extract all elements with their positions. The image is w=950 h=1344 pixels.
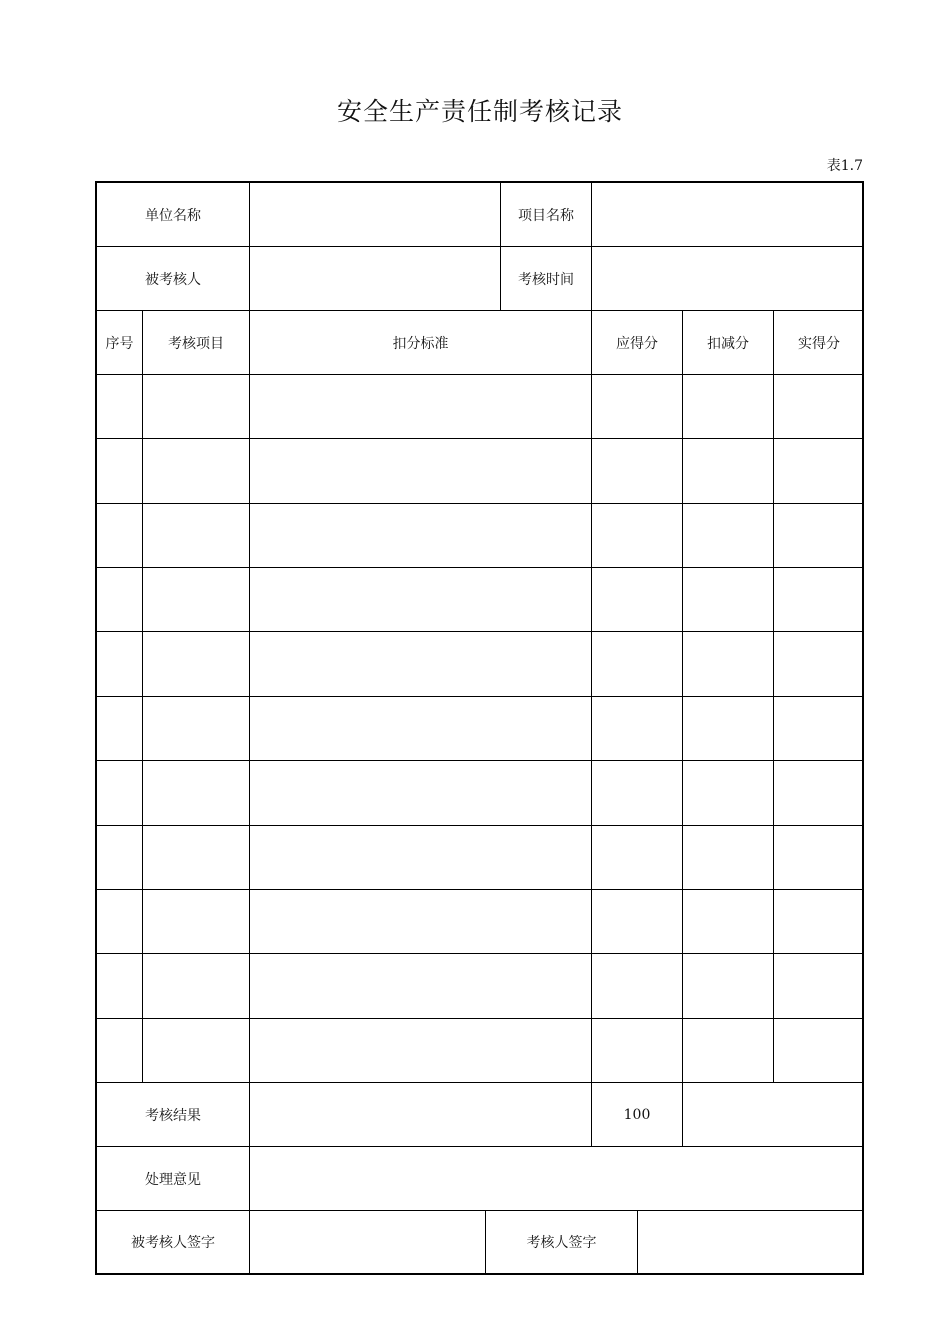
row-deduct-cell[interactable] (683, 954, 774, 1019)
row-due-cell[interactable] (592, 697, 683, 761)
row-due-cell[interactable] (592, 632, 683, 697)
col-header-due: 应得分 (592, 311, 683, 375)
table-number: 表1.7 (826, 158, 863, 174)
row-deduct-cell[interactable] (683, 697, 774, 761)
due-total: 100 (592, 1083, 683, 1147)
row-deduct-cell[interactable] (683, 439, 774, 504)
assessee-label: 被考核人 (97, 247, 250, 311)
row-item-cell[interactable] (143, 504, 250, 568)
row-due-cell[interactable] (592, 1019, 683, 1083)
row-standard-cell[interactable] (250, 826, 592, 890)
row-standard-cell[interactable] (250, 697, 592, 761)
row-deduct-cell[interactable] (683, 1019, 774, 1083)
row-no-cell[interactable] (97, 761, 143, 826)
row-no-cell[interactable] (97, 954, 143, 1019)
assess-time-field[interactable] (592, 247, 864, 311)
actual-total-field[interactable] (683, 1083, 864, 1147)
row-standard-cell[interactable] (250, 890, 592, 954)
row-item-cell[interactable] (143, 826, 250, 890)
row-standard-cell[interactable] (250, 568, 592, 632)
row-no-cell[interactable] (97, 504, 143, 568)
assessor-signature-field[interactable] (638, 1211, 864, 1273)
unit-name-field[interactable] (250, 183, 501, 247)
opinion-field[interactable] (250, 1147, 864, 1211)
col-header-deduct: 扣减分 (683, 311, 774, 375)
col-header-no: 序号 (97, 311, 143, 375)
row-no-cell[interactable] (97, 375, 143, 439)
row-item-cell[interactable] (143, 697, 250, 761)
row-actual-cell[interactable] (774, 1019, 864, 1083)
row-standard-cell[interactable] (250, 504, 592, 568)
col-header-standard: 扣分标准 (250, 311, 592, 375)
row-actual-cell[interactable] (774, 954, 864, 1019)
row-standard-cell[interactable] (250, 761, 592, 826)
row-no-cell[interactable] (97, 826, 143, 890)
row-due-cell[interactable] (592, 826, 683, 890)
assessee-field[interactable] (250, 247, 501, 311)
row-due-cell[interactable] (592, 439, 683, 504)
row-no-cell[interactable] (97, 890, 143, 954)
assessee-signature-label: 被考核人签字 (97, 1211, 250, 1273)
project-name-field[interactable] (592, 183, 864, 247)
row-item-cell[interactable] (143, 568, 250, 632)
row-item-cell[interactable] (143, 1019, 250, 1083)
row-no-cell[interactable] (97, 568, 143, 632)
row-actual-cell[interactable] (774, 375, 864, 439)
row-item-cell[interactable] (143, 439, 250, 504)
row-due-cell[interactable] (592, 504, 683, 568)
col-header-actual: 实得分 (774, 311, 864, 375)
row-due-cell[interactable] (592, 568, 683, 632)
col-header-item: 考核项目 (143, 311, 250, 375)
result-field[interactable] (250, 1083, 592, 1147)
row-item-cell[interactable] (143, 375, 250, 439)
row-standard-cell[interactable] (250, 1019, 592, 1083)
row-item-cell[interactable] (143, 761, 250, 826)
row-standard-cell[interactable] (250, 954, 592, 1019)
row-actual-cell[interactable] (774, 439, 864, 504)
row-actual-cell[interactable] (774, 568, 864, 632)
row-no-cell[interactable] (97, 439, 143, 504)
row-deduct-cell[interactable] (683, 890, 774, 954)
row-actual-cell[interactable] (774, 632, 864, 697)
opinion-label: 处理意见 (97, 1147, 250, 1211)
row-deduct-cell[interactable] (683, 375, 774, 439)
row-item-cell[interactable] (143, 632, 250, 697)
row-standard-cell[interactable] (250, 632, 592, 697)
row-actual-cell[interactable] (774, 504, 864, 568)
row-due-cell[interactable] (592, 375, 683, 439)
row-actual-cell[interactable] (774, 761, 864, 826)
row-deduct-cell[interactable] (683, 504, 774, 568)
page-title: 安全生产责任制考核记录 (336, 97, 623, 126)
project-name-label: 项目名称 (501, 183, 592, 247)
row-actual-cell[interactable] (774, 826, 864, 890)
row-item-cell[interactable] (143, 954, 250, 1019)
row-actual-cell[interactable] (774, 890, 864, 954)
row-no-cell[interactable] (97, 697, 143, 761)
row-deduct-cell[interactable] (683, 826, 774, 890)
row-no-cell[interactable] (97, 632, 143, 697)
row-deduct-cell[interactable] (683, 632, 774, 697)
row-standard-cell[interactable] (250, 375, 592, 439)
assessee-signature-field[interactable] (250, 1211, 486, 1273)
row-deduct-cell[interactable] (683, 761, 774, 826)
assess-time-label: 考核时间 (501, 247, 592, 311)
unit-name-label: 单位名称 (97, 183, 250, 247)
row-standard-cell[interactable] (250, 439, 592, 504)
assessor-signature-label: 考核人签字 (486, 1211, 638, 1273)
row-due-cell[interactable] (592, 954, 683, 1019)
row-due-cell[interactable] (592, 761, 683, 826)
row-due-cell[interactable] (592, 890, 683, 954)
row-actual-cell[interactable] (774, 697, 864, 761)
assessment-form (95, 181, 864, 1275)
row-deduct-cell[interactable] (683, 568, 774, 632)
result-label: 考核结果 (97, 1083, 250, 1147)
row-item-cell[interactable] (143, 890, 250, 954)
row-no-cell[interactable] (97, 1019, 143, 1083)
